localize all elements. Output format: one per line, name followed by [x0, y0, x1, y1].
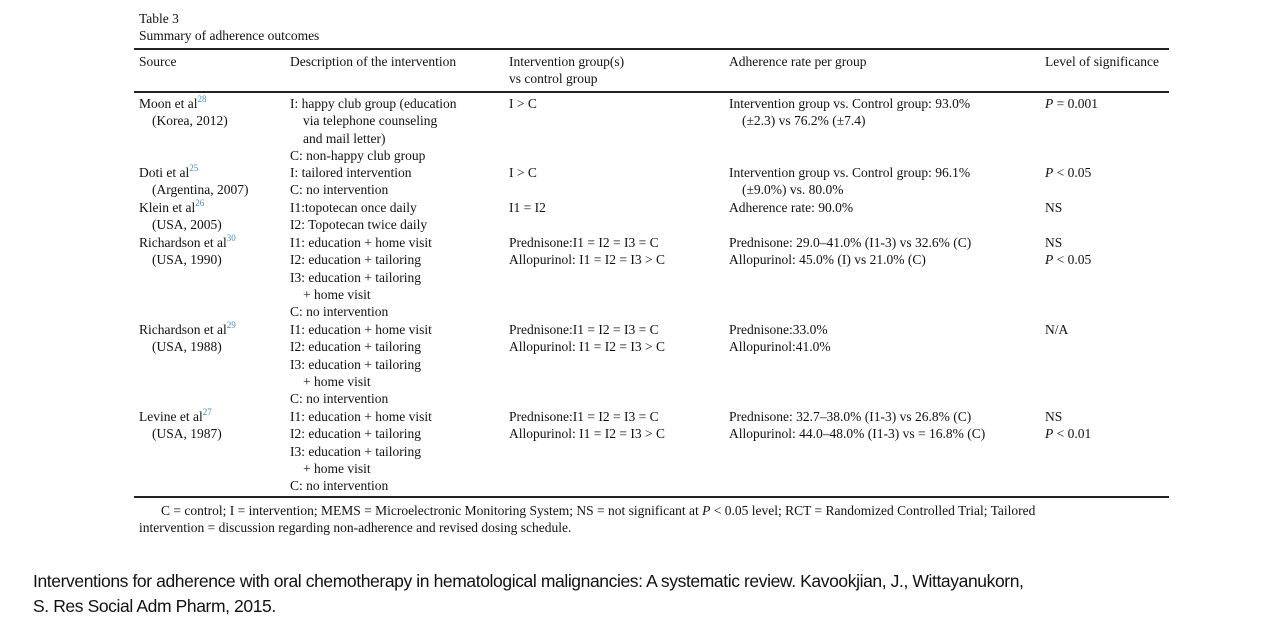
table-bottom-rule — [134, 496, 1169, 498]
adherence-rate: Intervention group vs. Control group: 96.1% — [729, 165, 971, 180]
group-comparison: I1 = I2 — [509, 200, 546, 215]
row-description — [290, 234, 432, 320]
group-comparison: Prednisone:I1 = I2 = I3 = C — [509, 409, 659, 424]
description-line: C: no intervention — [290, 182, 389, 198]
adherence-rate: Allopurinol:41.0% — [729, 339, 831, 355]
source-location: (USA, 1988) — [152, 339, 222, 355]
footnote-text-a: C = control; I = intervention; MEMS = Microelectronic Monitoring System; NS = not significant at — [161, 503, 703, 518]
description-line: I2: education + tailoring — [290, 339, 421, 355]
row-groups — [509, 95, 537, 112]
source-location: (Korea, 2012) — [152, 113, 228, 129]
row-rates — [729, 164, 970, 199]
row-description — [290, 321, 432, 407]
description-line: + home visit — [303, 373, 371, 389]
row-groups — [509, 164, 537, 181]
footnote-line2: intervention = discussion regarding non-adherence and revised dosing schedule. — [139, 520, 572, 536]
description-line: and mail letter) — [303, 130, 386, 146]
footnote-line1 — [139, 502, 1169, 519]
row-significance — [1045, 199, 1062, 216]
description-line: C: no intervention — [290, 478, 389, 494]
source-author — [139, 199, 222, 216]
description-line: I2: education + tailoring — [290, 426, 421, 442]
reference-link[interactable]: 28 — [197, 94, 207, 104]
row-rates — [729, 321, 831, 356]
reference-link[interactable]: 27 — [202, 407, 212, 417]
adherence-rate: Prednisone: 29.0–41.0% (I1-3) vs 32.6% (C) — [729, 235, 972, 250]
description-line: I2: Topotecan twice daily — [290, 217, 428, 233]
table-caption-block — [139, 10, 319, 44]
table-header-rule — [134, 91, 1169, 93]
header-description: Description of the intervention — [290, 54, 457, 69]
row-description — [290, 199, 427, 234]
description-line: C: no intervention — [290, 391, 389, 407]
description-line: I3: education + tailoring — [290, 443, 421, 459]
header-group-line1: Intervention group(s) — [509, 54, 625, 69]
adherence-rate: Allopurinol: 45.0% (I) vs 21.0% (C) — [729, 252, 926, 268]
row-significance — [1045, 321, 1068, 338]
significance-value — [1045, 321, 1068, 338]
significance-text: NS — [1045, 200, 1063, 215]
group-comparison: I > C — [509, 96, 537, 111]
row-rates — [729, 234, 971, 269]
significance-text: N/A — [1045, 322, 1069, 337]
description-line: I1:topotecan once daily — [290, 200, 417, 215]
adherence-rate: (±9.0%) vs. 80.0% — [742, 182, 844, 198]
description-line: C: no intervention — [290, 304, 389, 320]
source-location: (USA, 1990) — [152, 252, 222, 268]
description-line: I3: education + tailoring — [290, 356, 421, 372]
header-significance: Level of significance — [1045, 54, 1159, 69]
row-significance — [1045, 408, 1091, 443]
significance-text: NS — [1045, 409, 1063, 424]
significance-value — [1045, 95, 1098, 112]
adherence-rate: Intervention group vs. Control group: 93.0% — [729, 96, 971, 111]
significance-value — [1045, 234, 1091, 251]
citation-line1: Interventions for adherence with oral chemotherapy in hematological malignancies: A systematic review. Kavookjian, J., Wittayanukorn, — [33, 571, 1024, 591]
adherence-rate: Allopurinol: 44.0–48.0% (I1-3) vs = 16.8% (C) — [729, 426, 986, 442]
adherence-rate: Adherence rate: 90.0% — [729, 200, 854, 215]
row-source — [139, 199, 222, 234]
row-groups — [509, 234, 665, 269]
source-location: (USA, 2005) — [152, 217, 222, 233]
row-significance — [1045, 164, 1091, 181]
group-comparison: Allopurinol: I1 = I2 = I3 > C — [509, 339, 665, 355]
description-line: I1: education + home visit — [290, 322, 432, 337]
author-name: Levine et al — [139, 409, 203, 424]
significance-text: = 0.001 — [1053, 96, 1098, 111]
description-line: C: non-happy club group — [290, 147, 426, 163]
row-source — [139, 95, 228, 130]
source-location: (Argentina, 2007) — [152, 182, 249, 198]
row-description — [290, 164, 411, 199]
group-comparison: I > C — [509, 165, 537, 180]
reference-link[interactable]: 30 — [226, 233, 236, 243]
significance-value — [1045, 408, 1091, 425]
row-description — [290, 408, 432, 494]
reference-link[interactable]: 25 — [189, 163, 199, 173]
citation-line2: S. Res Social Adm Pharm, 2015. — [33, 596, 276, 616]
table-label: Table 3 — [139, 11, 179, 26]
row-significance — [1045, 95, 1098, 112]
source-author — [139, 234, 236, 251]
source-author — [139, 164, 248, 181]
significance-value — [1045, 251, 1091, 268]
row-groups — [509, 408, 665, 443]
significance-text: < 0.05 — [1053, 165, 1092, 180]
group-comparison: Prednisone:I1 = I2 = I3 = C — [509, 322, 659, 337]
row-rates — [729, 199, 853, 216]
p-symbol: P — [1045, 165, 1054, 180]
reference-link[interactable]: 26 — [195, 198, 205, 208]
author-name: Richardson et al — [139, 322, 227, 337]
source-author — [139, 95, 228, 112]
author-name: Klein et al — [139, 200, 196, 215]
description-line: + home visit — [303, 460, 371, 476]
row-rates — [729, 408, 985, 443]
header-group-line2: vs control group — [509, 71, 598, 87]
description-line: I1: education + home visit — [290, 235, 432, 250]
row-source — [139, 408, 222, 443]
row-groups — [509, 321, 665, 356]
significance-text: < 0.01 — [1053, 426, 1092, 442]
source-location: (USA, 1987) — [152, 426, 222, 442]
table-top-rule — [134, 48, 1169, 50]
p-symbol: P — [1045, 252, 1054, 268]
row-source — [139, 234, 236, 269]
description-line: I1: education + home visit — [290, 409, 432, 424]
group-comparison: Prednisone:I1 = I2 = I3 = C — [509, 235, 659, 250]
row-rates — [729, 95, 970, 130]
header-group — [509, 53, 624, 88]
source-author — [139, 321, 236, 338]
row-source — [139, 164, 248, 199]
adherence-rate: (±2.3) vs 76.2% (±7.4) — [742, 113, 866, 129]
significance-text: < 0.05 — [1053, 252, 1092, 268]
source-author — [139, 408, 222, 425]
description-line: I: tailored intervention — [290, 165, 412, 180]
description-line: I: happy club group (education — [290, 96, 457, 111]
table-title: Summary of adherence outcomes — [139, 28, 320, 43]
significance-value — [1045, 425, 1091, 442]
row-description — [290, 95, 456, 164]
significance-text: NS — [1045, 235, 1063, 250]
header-source: Source — [139, 54, 177, 69]
adherence-rate: Prednisone:33.0% — [729, 322, 828, 337]
p-symbol: P — [1045, 96, 1054, 111]
row-source — [139, 321, 236, 356]
author-name: Richardson et al — [139, 235, 227, 250]
group-comparison: Allopurinol: I1 = I2 = I3 > C — [509, 426, 665, 442]
description-line: via telephone counseling — [303, 113, 438, 129]
author-name: Moon et al — [139, 96, 198, 111]
row-groups — [509, 199, 546, 216]
footnote-p: P — [702, 503, 711, 518]
description-line: + home visit — [303, 286, 371, 302]
row-significance — [1045, 234, 1091, 269]
group-comparison: Allopurinol: I1 = I2 = I3 > C — [509, 252, 665, 268]
description-line: I2: education + tailoring — [290, 252, 421, 268]
citation — [33, 569, 1258, 619]
header-rate: Adherence rate per group — [729, 54, 867, 69]
author-name: Doti et al — [139, 165, 190, 180]
significance-value — [1045, 164, 1091, 181]
table-footnote — [139, 502, 1169, 537]
significance-value — [1045, 199, 1062, 216]
reference-link[interactable]: 29 — [226, 320, 236, 330]
footnote-text-b: < 0.05 level; RCT = Randomized Controlled Trial; Tailored — [710, 503, 1036, 518]
description-line: I3: education + tailoring — [290, 269, 421, 285]
p-symbol: P — [1045, 426, 1054, 442]
adherence-rate: Prednisone: 32.7–38.0% (I1-3) vs 26.8% (C) — [729, 409, 972, 424]
